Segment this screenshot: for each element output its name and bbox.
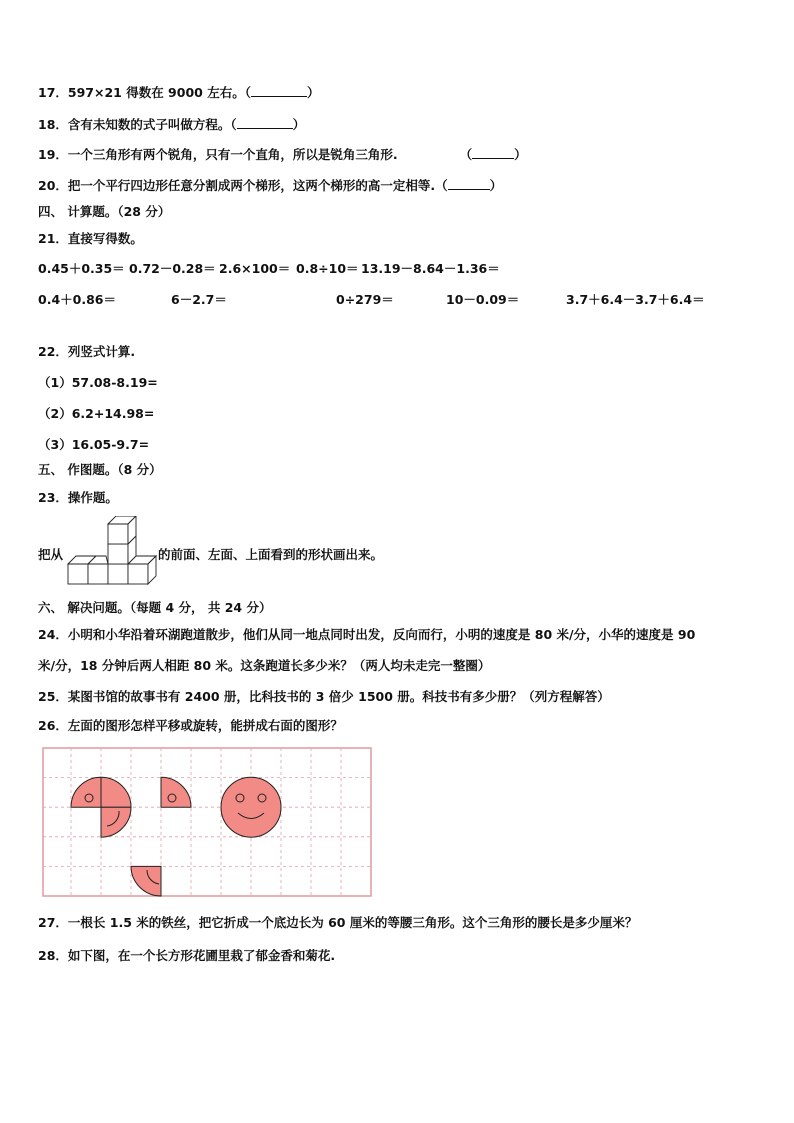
calc-item: 2.6×100＝ bbox=[219, 261, 291, 276]
question-18: 18．含有未知数的式子叫做方程。（ ） bbox=[38, 117, 306, 132]
question-26: 26．左面的图形怎样平移或旋转，能拼成右面的图形？ bbox=[38, 718, 343, 733]
calc-item: 6－2.7＝ bbox=[171, 292, 227, 307]
section-4-title: 四、 计算题。（28 分） bbox=[38, 204, 171, 219]
question-24-line-2: 米/分，18 分钟后两人相距 80 米。这条跑道长多少米？（两人均未走完一整圈） bbox=[38, 658, 491, 673]
calc-item: 0.8÷10＝ bbox=[296, 261, 359, 276]
calc-item: 0.4＋0.86＝ bbox=[38, 292, 116, 307]
calc-item: 13.19－8.64－1.36＝ bbox=[361, 261, 500, 276]
question-28: 28．如下图，在一个长方形花圃里栽了郁金香和菊花. bbox=[38, 948, 336, 963]
cube-stack-figure bbox=[66, 516, 166, 586]
question-23-title: 23．操作题。 bbox=[38, 490, 118, 505]
translation-rotation-grid-figure bbox=[41, 746, 373, 898]
vertical-calc-1: （1）57.08-8.19= bbox=[38, 375, 158, 390]
vertical-calc-2: （2）6.2+14.98= bbox=[38, 406, 155, 421]
question-17-text: 17．597×21 得数在 9000 左右。（ bbox=[38, 85, 251, 100]
answer-blank-17[interactable] bbox=[251, 84, 307, 97]
question-23-suffix: 的前面、左面、上面看到的形状画出来。 bbox=[158, 547, 384, 562]
calc-item: 10－0.09＝ bbox=[446, 292, 520, 307]
question-19-text: 19．一个三角形有两个锐角，只有一个直角，所以是锐角三角形. bbox=[38, 147, 398, 162]
answer-blank-18[interactable] bbox=[237, 116, 293, 129]
answer-blank-19[interactable] bbox=[472, 146, 514, 159]
answer-blank-20[interactable] bbox=[448, 177, 490, 190]
question-24-line-1: 24．小明和小华沿着环湖跑道散步，他们从同一地点同时出发，反向而行，小明的速度是 80 米/分，小华的速度是 90 bbox=[38, 627, 696, 642]
question-25: 25．某图书馆的故事书有 2400 册，比科技书的 3 倍少 1500 册。科技书有多少册？（列方程解答） bbox=[38, 689, 610, 704]
section-5-title: 五、 作图题。（8 分） bbox=[38, 462, 162, 477]
section-6-title: 六、 解决问题。（每题 4 分， 共 24 分） bbox=[38, 600, 272, 615]
question-20: 20．把一个平行四边形任意分割成两个梯形，这两个梯形的高一定相等.（ ） bbox=[38, 178, 503, 193]
question-22-title: 22．列竖式计算. bbox=[38, 344, 136, 359]
question-21-title: 21．直接写得数。 bbox=[38, 231, 143, 246]
calc-item: 0.72－0.28＝ bbox=[129, 261, 216, 276]
calc-item: 0.45＋0.35＝ bbox=[38, 261, 125, 276]
calc-item: 3.7＋6.4－3.7＋6.4＝ bbox=[566, 292, 705, 307]
question-17: 17．597×21 得数在 9000 左右。（ ） bbox=[38, 85, 320, 100]
question-18-text: 18．含有未知数的式子叫做方程。（ bbox=[38, 117, 237, 132]
question-23-prefix: 把从 bbox=[38, 547, 64, 562]
question-20-text: 20．把一个平行四边形任意分割成两个梯形，这两个梯形的高一定相等.（ bbox=[38, 178, 448, 193]
question-27: 27．一根长 1.5 米的铁丝，把它折成一个底边长为 60 厘米的等腰三角形。这个三角形的腰长是多少厘米？ bbox=[38, 915, 638, 930]
vertical-calc-3: （3）16.05-9.7= bbox=[38, 437, 150, 452]
question-19: 19．一个三角形有两个锐角，只有一个直角，所以是锐角三角形. （ ） bbox=[38, 147, 527, 162]
calc-item: 0÷279＝ bbox=[336, 292, 394, 307]
